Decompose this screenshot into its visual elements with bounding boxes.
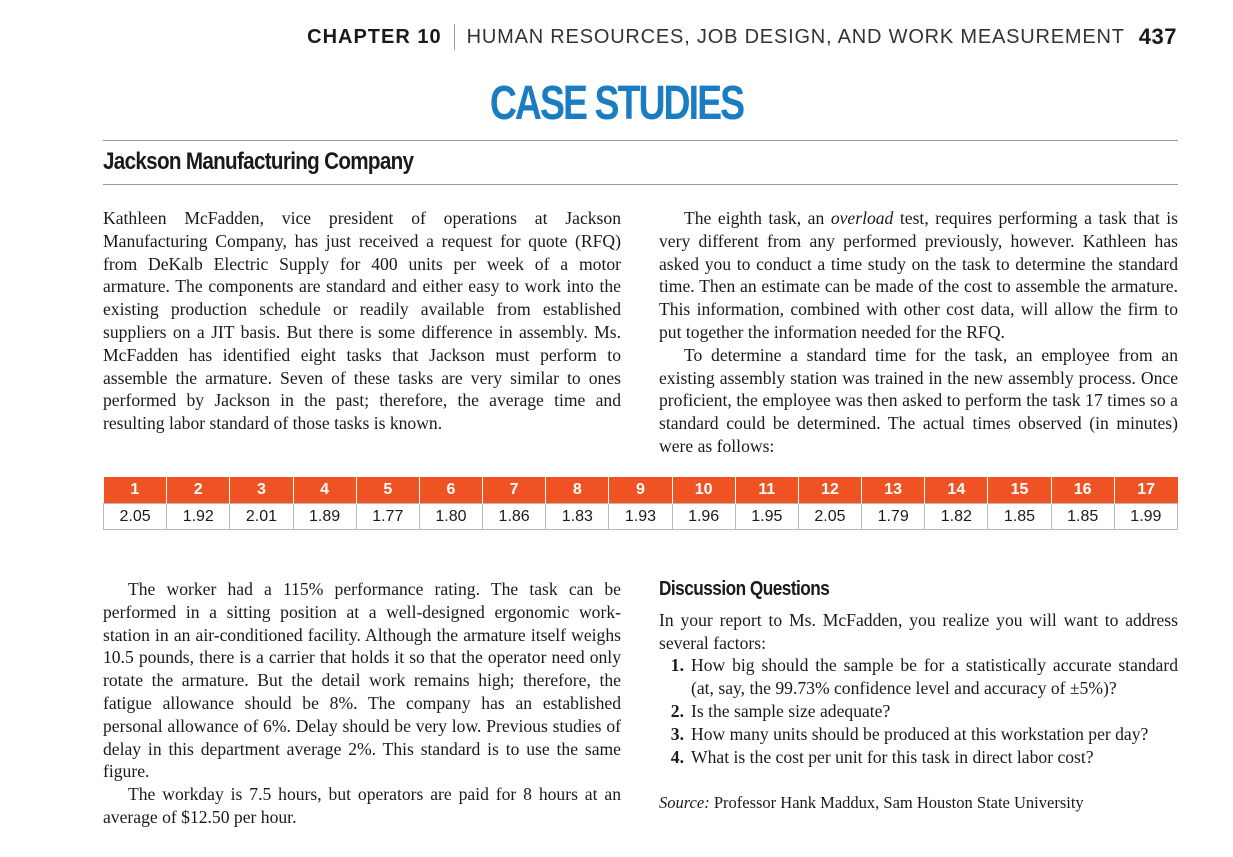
observation-number: 11: [735, 477, 798, 504]
overload-paragraph: [659, 207, 1178, 344]
observation-number: 6: [419, 477, 482, 504]
overload-term: overload: [830, 208, 894, 228]
observation-time: 2.05: [798, 504, 861, 530]
source-text: Professor Hank Maddux, Sam Houston State University: [709, 793, 1084, 813]
header-divider: [454, 24, 455, 50]
discussion-title: Discussion Questions: [659, 578, 830, 600]
question-list: [659, 654, 1178, 768]
overload-text-pre: The eighth task, an: [684, 208, 831, 228]
observation-number: 12: [798, 477, 861, 504]
question-item: [659, 723, 1178, 746]
time-study-paragraph: To determine a standard time for the task, an employee from an existing assembly station was trained in the new assembly process. Once proficient, the employee was then asked to perform the task 17 times so a standard could be determined. The actual times observed (in minutes) were as follows:: [659, 344, 1178, 456]
observation-header-row: [104, 477, 1178, 504]
overload-text-post: test, requires performing a task that is very different from any performed previously, however. Kathleen has asked you to conduct a time study on the task to determine the standard time. Then an estimate can be made of the cost to assemble the armature. This information, combined with other cost data, will allow the firm to put together the information needed for the RFQ.: [659, 208, 1178, 342]
title-rule: [103, 184, 1178, 185]
case-studies-banner: CASE STUDIES: [489, 77, 744, 130]
observation-time: 1.82: [925, 504, 988, 530]
observation-number: 14: [925, 477, 988, 504]
question-item: [659, 700, 1178, 723]
chapter-label: CHAPTER 10: [307, 25, 442, 48]
observation-number: 9: [609, 477, 672, 504]
observation-time: 1.99: [1114, 504, 1177, 530]
observation-number: 3: [230, 477, 293, 504]
running-head: [307, 24, 1177, 50]
observation-time: 1.95: [735, 504, 798, 530]
observation-time: 1.93: [609, 504, 672, 530]
question-number: 4.: [670, 746, 684, 767]
details-column-left: [103, 578, 621, 829]
observation-time: 2.01: [230, 504, 293, 530]
observation-number: 8: [546, 477, 609, 504]
workday-paragraph: The workday is 7.5 hours, but operators are paid for 8 hours at an average of $12.50 per hour.: [103, 784, 621, 827]
observation-number: 10: [672, 477, 735, 504]
observation-time: 1.83: [546, 504, 609, 530]
question-number: 2.: [670, 700, 684, 721]
question-text: How many units should be produced at this workstation per day?: [691, 723, 1149, 744]
allowance-paragraph: The worker had a 115% performance rating. The task can be performed in a sitting position at a well-designed ergonomic work-station in an air-conditioned facility. Although the armature itself weighs 10.5 pounds, there is a carrier that holds it so that the operator need only rotate the armature. But the detail work remains high; therefore, the fatigue allowance should be 8%. The company has an established personal allowance of 6%. Delay should be very low. Previous studies of delay in this department average 2%. This standard is to use the same figure.: [103, 579, 621, 782]
observation-time: 1.80: [419, 504, 482, 530]
observation-time: 1.92: [167, 504, 230, 530]
question-text: What is the cost per unit for this task in direct labor cost?: [691, 746, 1094, 767]
question-number: 3.: [670, 723, 684, 744]
observation-time: 2.05: [104, 504, 167, 530]
discussion-intro: In your report to Ms. McFadden, you realize you will want to address several factors:: [659, 609, 1178, 653]
question-item: [659, 746, 1178, 769]
observation-number: 5: [356, 477, 419, 504]
observation-number: 13: [862, 477, 925, 504]
observation-number: 2: [167, 477, 230, 504]
discussion-column: [659, 578, 1178, 815]
observation-number: 15: [988, 477, 1051, 504]
question-text: Is the sample size adequate?: [691, 700, 891, 721]
question-item: [659, 654, 1178, 700]
observation-time: 1.77: [356, 504, 419, 530]
observation-number: 4: [293, 477, 356, 504]
observation-time: 1.96: [672, 504, 735, 530]
observation-number: 7: [483, 477, 546, 504]
observation-time: 1.85: [988, 504, 1051, 530]
observation-number: 1: [104, 477, 167, 504]
observation-number: 17: [1114, 477, 1177, 504]
observation-time-row: [104, 504, 1178, 530]
observation-time: 1.79: [862, 504, 925, 530]
question-number: 1.: [670, 655, 684, 676]
case-title: Jackson Manufacturing Company: [103, 148, 414, 175]
source-line: [659, 792, 1178, 815]
intro-column-left: [103, 207, 621, 435]
observation-time: 1.89: [293, 504, 356, 530]
top-rule: [103, 140, 1178, 141]
intro-paragraph: Kathleen McFadden, vice president of operations at Jackson Manufacturing Company, has just received a request for quote (RFQ) from DeKalb Electric Supply for 400 units per week of a motor armature. The components are standard and either easy to work into the existing production schedule or readily available from established suppliers on a JIT basis. But there is some difference in assembly. Ms. McFadden has identified eight tasks that Jackson must perform to assemble the armature. Seven of these tasks are very similar to ones performed by Jackson in the past; therefore, the average time and resulting labor standard of those tasks is known.: [103, 208, 621, 434]
observation-table: [103, 477, 1178, 530]
observation-time: 1.86: [483, 504, 546, 530]
page-number: 437: [1138, 24, 1177, 49]
source-label: Source:: [659, 793, 710, 813]
chapter-title: HUMAN RESOURCES, JOB DESIGN, AND WORK MEASUREMENT: [466, 25, 1125, 48]
question-text: How big should the sample be for a statistically accurate standard (at, say, the 99.73% confidence level and accuracy of ±5%)?: [691, 655, 1178, 699]
observation-time: 1.85: [1051, 504, 1114, 530]
observation-number: 16: [1051, 477, 1114, 504]
intro-column-right: [659, 207, 1178, 458]
